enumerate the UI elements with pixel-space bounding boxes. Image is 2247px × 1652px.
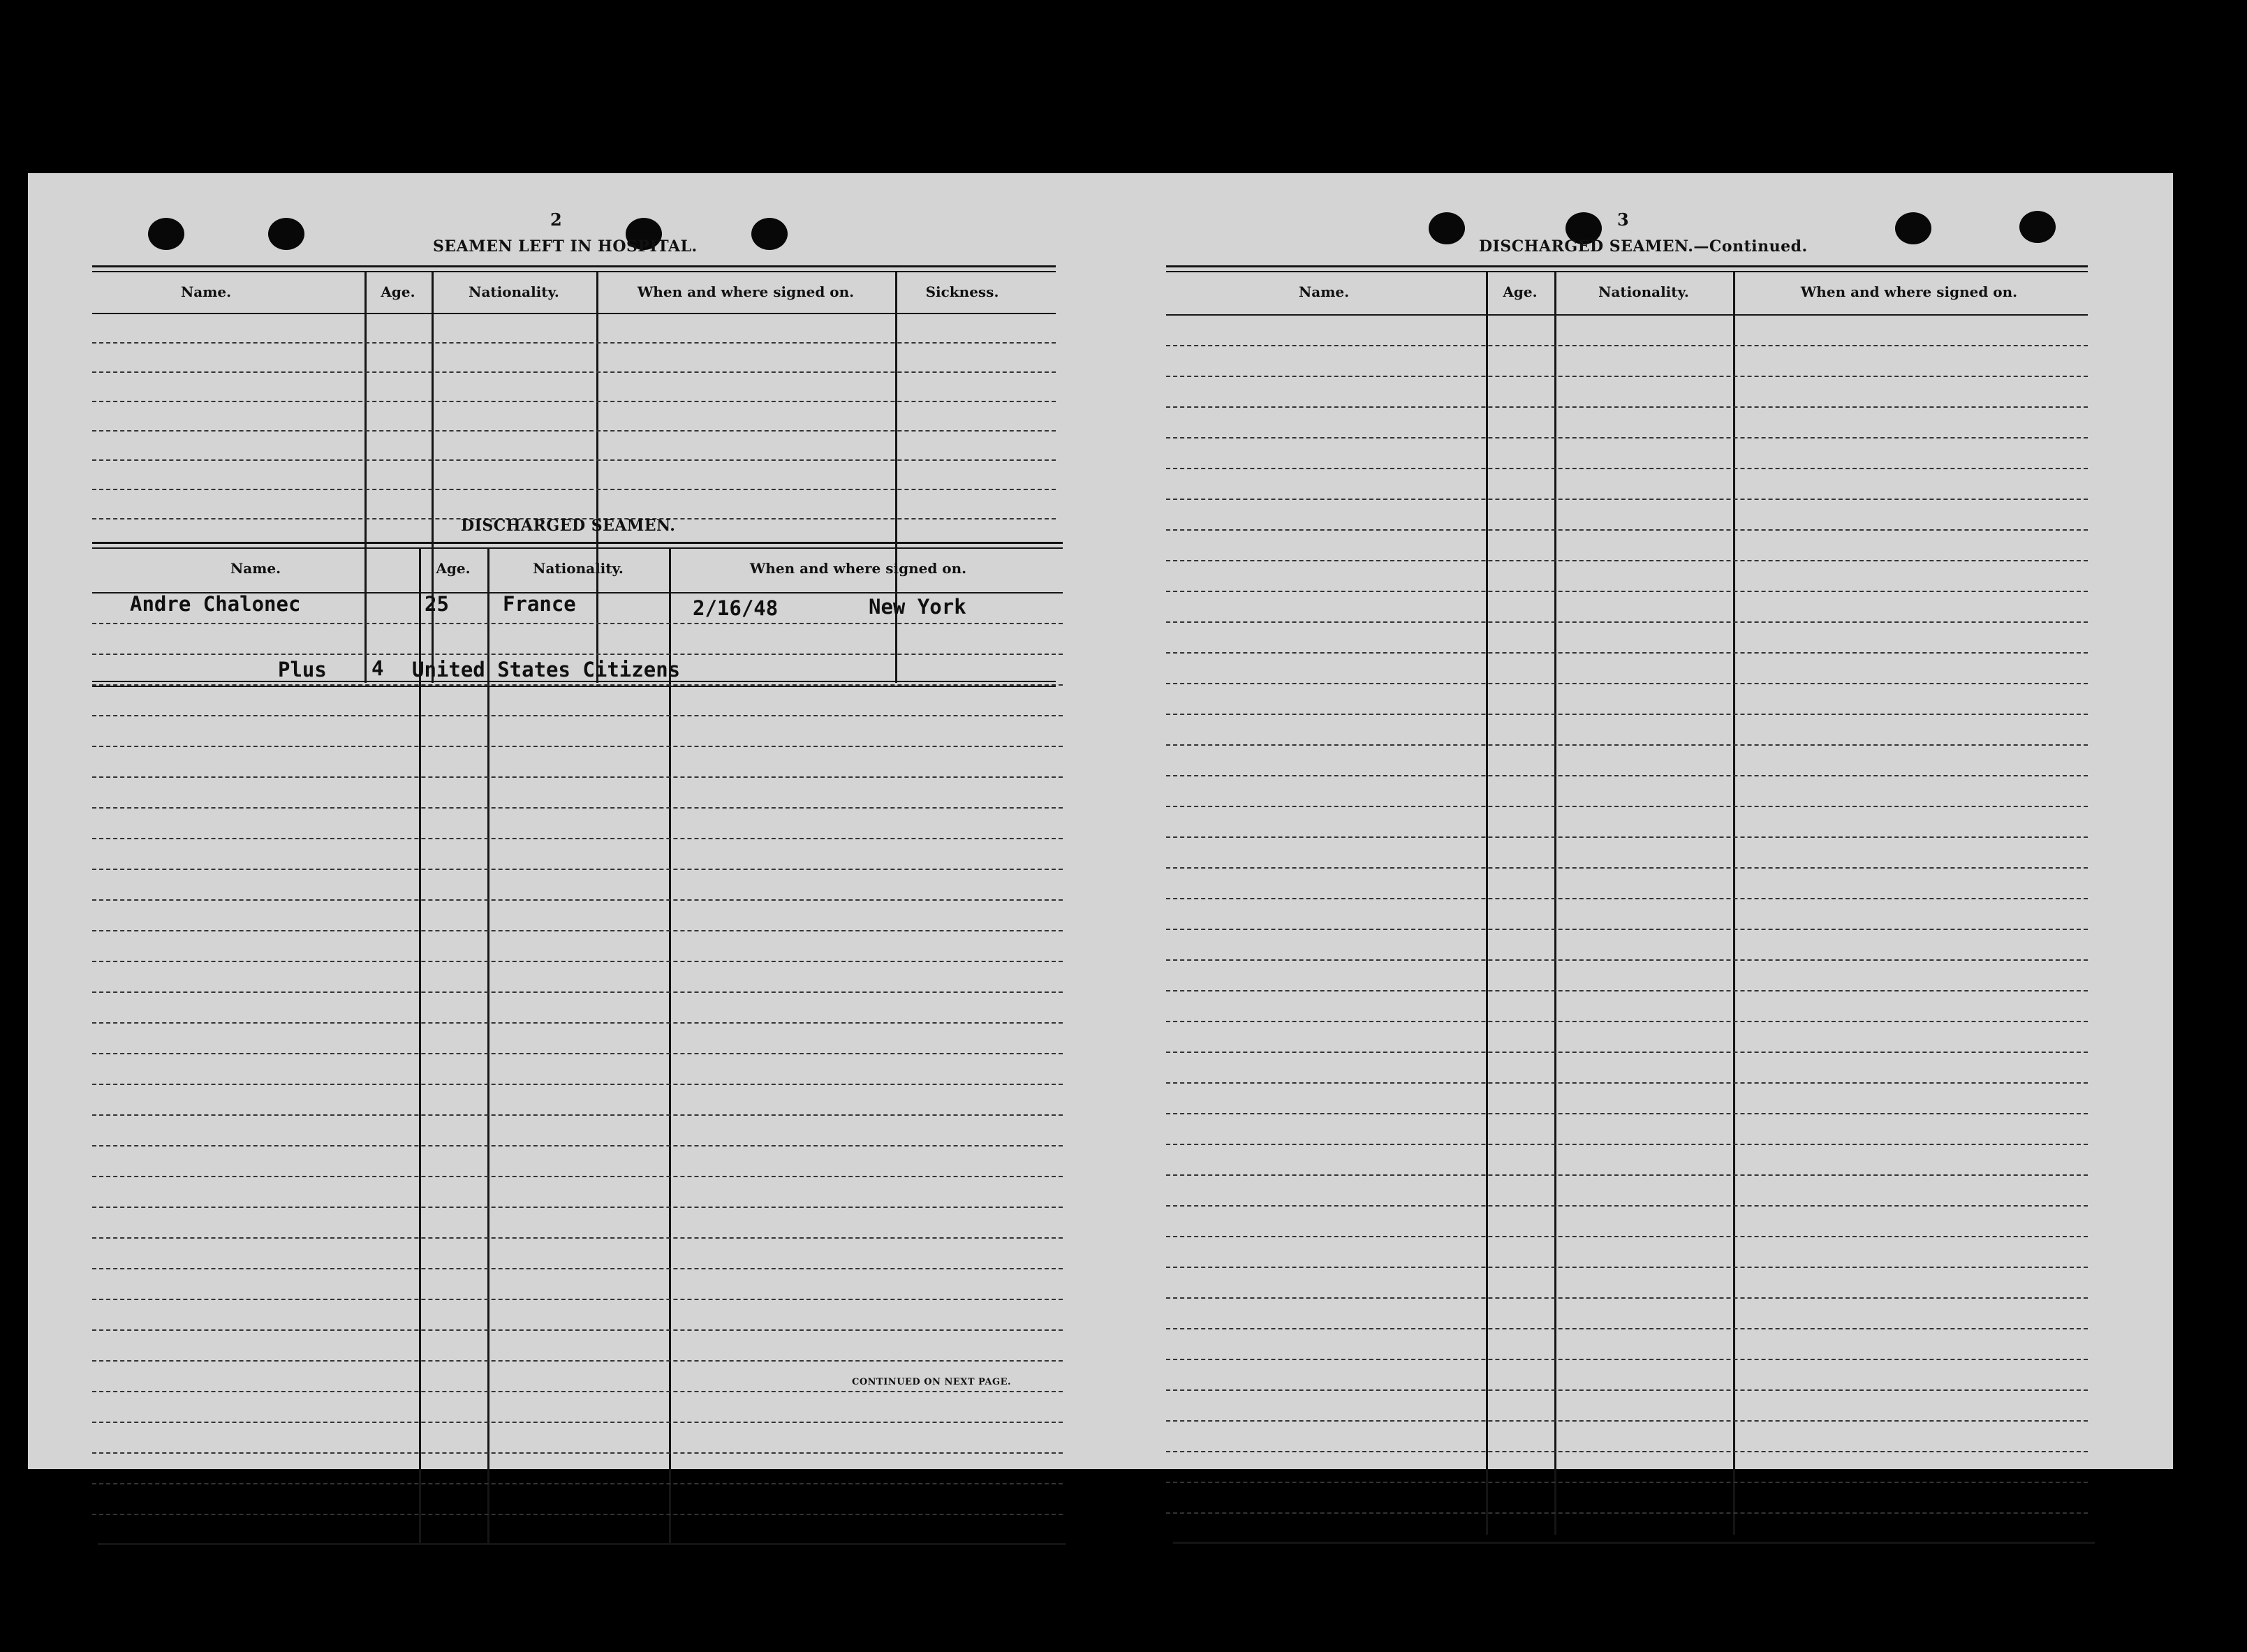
document-spread [28, 173, 2173, 1469]
row-line [1166, 345, 2088, 346]
row-line [92, 807, 1063, 809]
hospital-col-divider [432, 271, 434, 683]
right-header-rule [1166, 314, 2088, 316]
row-line [92, 1452, 1063, 1454]
row-line [92, 1145, 1063, 1146]
seaman-name: Andre Chalonec [130, 592, 301, 616]
row-line [92, 1360, 1063, 1362]
punch-hole-icon [751, 218, 788, 250]
hospital-header-rule [92, 313, 1056, 314]
punch-hole-icon [1429, 212, 1465, 244]
row-line [92, 1022, 1063, 1024]
hospital-row-line [92, 430, 1056, 432]
row-line [1166, 806, 2088, 807]
row-line [1166, 1021, 2088, 1022]
row-line [92, 1329, 1063, 1331]
discharged-col-name: Name. [230, 560, 281, 577]
row-line [92, 899, 1063, 901]
continued-footer: CONTINUED ON NEXT PAGE. [852, 1377, 1011, 1387]
row-line [1166, 437, 2088, 438]
discharged-col-nationality: Nationality. [533, 560, 624, 577]
row-line [92, 1391, 1063, 1392]
right-section-title: DISCHARGED SEAMEN.—Continued. [1479, 237, 1808, 256]
punch-hole-icon [1895, 212, 1931, 244]
hospital-col-sickness: Sickness. [925, 283, 999, 300]
row-line [1166, 1236, 2088, 1237]
right-col-divider [1486, 271, 1488, 1535]
row-line [92, 715, 1063, 716]
right-col-divider [1733, 271, 1735, 1535]
row-line [1166, 1267, 2088, 1268]
row-line [1166, 836, 2088, 838]
row-line [92, 930, 1063, 931]
row-line [92, 1483, 1063, 1484]
row-line [1166, 529, 2088, 531]
row-line [92, 746, 1063, 747]
row-line [1166, 990, 2088, 991]
discharged-col-divider [419, 547, 421, 1544]
hospital-top-rule [92, 265, 1056, 267]
row-line [1166, 1482, 2088, 1483]
row-line [1166, 1174, 2088, 1176]
right-col-divider [1554, 271, 1556, 1535]
row-line [1166, 1389, 2088, 1391]
right-col-signed-on: When and where signed on. [1800, 283, 2018, 300]
hospital-col-signed-on: When and where signed on. [637, 283, 855, 300]
hospital-section-title: SEAMEN LEFT IN HOSPITAL. [433, 237, 698, 256]
discharged-col-divider [669, 547, 671, 1544]
punch-hole-icon [2019, 211, 2056, 243]
hospital-bottom-rule-2 [92, 686, 1056, 687]
seaman-nationality: France [503, 592, 576, 616]
discharged-col-age: Age. [436, 560, 471, 577]
row-line [1166, 1113, 2088, 1114]
row-line [1166, 652, 2088, 654]
punch-hole-icon [148, 218, 184, 250]
discharged-bottom-rule [98, 1543, 1066, 1545]
row-line [1166, 1144, 2088, 1145]
row-line [1166, 744, 2088, 746]
row-line [1166, 1420, 2088, 1422]
row-line [92, 776, 1063, 778]
page-number: 3 [1617, 209, 1629, 230]
row-line [92, 1207, 1063, 1208]
row-line [1166, 560, 2088, 561]
seaman-signed-date: 2/16/48 [693, 596, 779, 620]
hospital-col-divider [895, 271, 897, 683]
page-number: 2 [550, 209, 562, 230]
right-col-age: Age. [1503, 283, 1538, 300]
discharged-col-signed-on: When and where signed on. [749, 560, 967, 577]
row-line [92, 1514, 1063, 1515]
row-line [92, 1422, 1063, 1423]
row-line [92, 838, 1063, 839]
hospital-row-line [92, 371, 1056, 373]
hospital-row-line [92, 489, 1056, 490]
hospital-row-line [92, 342, 1056, 344]
row-line [92, 1114, 1063, 1116]
row-line [1166, 591, 2088, 592]
row-line [92, 1053, 1063, 1054]
right-col-name: Name. [1298, 283, 1350, 300]
row-line [92, 1084, 1063, 1085]
row-line [92, 869, 1063, 870]
row-line [1166, 1297, 2088, 1299]
row-line [1166, 1512, 2088, 1514]
discharged-col-divider [487, 547, 489, 1544]
hospital-row-line [92, 459, 1056, 461]
row-line [92, 991, 1063, 993]
row-line [92, 684, 1063, 686]
row-line [92, 961, 1063, 962]
right-bottom-rule [1173, 1542, 2095, 1544]
hospital-col-name: Name. [180, 283, 232, 300]
row-line [1166, 376, 2088, 377]
right-col-nationality: Nationality. [1598, 283, 1689, 300]
row-line [1166, 867, 2088, 869]
discharged-top-rule-2 [92, 547, 1063, 549]
seaman-age: 25 [425, 592, 449, 616]
row-line [1166, 406, 2088, 408]
right-top-rule-2 [1166, 271, 2088, 272]
punch-hole-icon [268, 218, 304, 250]
hospital-top-rule-2 [92, 271, 1056, 272]
hospital-row-line [92, 401, 1056, 402]
note-prefix: Plus [278, 658, 327, 681]
row-line [1166, 775, 2088, 776]
row-line [1166, 1328, 2088, 1329]
discharged-section-title: DISCHARGED SEAMEN. [461, 517, 676, 535]
row-line [92, 1268, 1063, 1269]
right-top-rule [1166, 265, 2088, 267]
seaman-signed-place: New York [869, 595, 966, 619]
note-text: United States Citizens [412, 658, 681, 681]
row-line [1166, 683, 2088, 684]
row-line [92, 654, 1063, 655]
row-line [1166, 959, 2088, 961]
row-line [1166, 1205, 2088, 1207]
discharged-top-rule [92, 542, 1063, 544]
row-line [1166, 468, 2088, 469]
row-line [1166, 898, 2088, 899]
row-line [1166, 499, 2088, 500]
row-line [1166, 714, 2088, 715]
row-line [92, 1299, 1063, 1300]
row-line [1166, 1451, 2088, 1452]
row-line [92, 1237, 1063, 1239]
row-line [1166, 1359, 2088, 1360]
hospital-col-nationality: Nationality. [469, 283, 559, 300]
row-line [1166, 1082, 2088, 1084]
row-line [92, 1176, 1063, 1177]
hospital-col-divider [364, 271, 367, 683]
row-line [1166, 621, 2088, 623]
row-line [92, 623, 1063, 624]
row-line [1166, 1052, 2088, 1053]
row-line [1166, 929, 2088, 930]
hospital-col-divider [596, 271, 598, 683]
note-count: 4 [371, 656, 384, 680]
hospital-col-age: Age. [381, 283, 415, 300]
